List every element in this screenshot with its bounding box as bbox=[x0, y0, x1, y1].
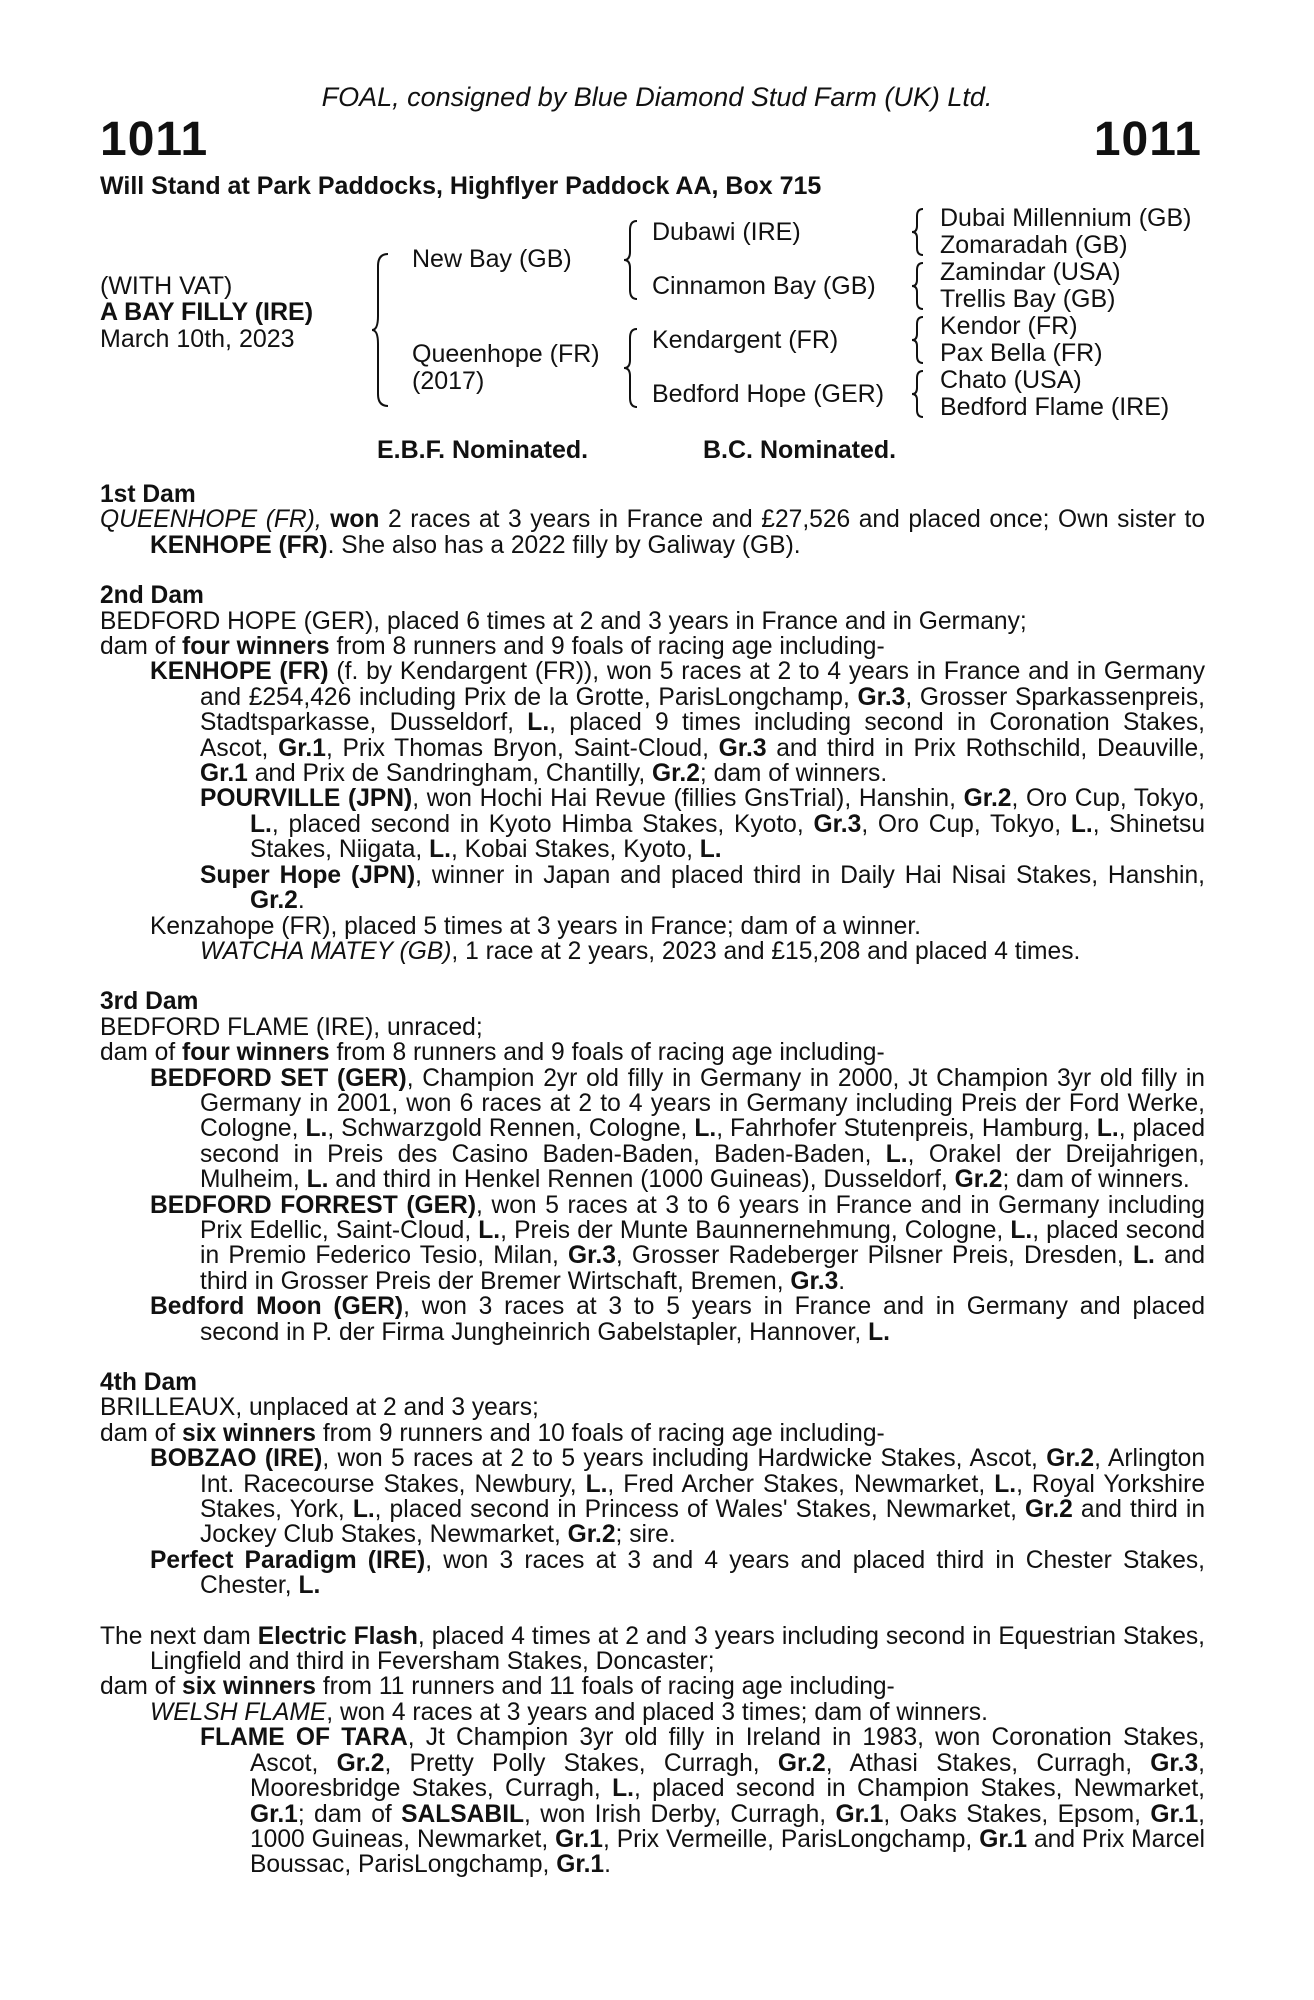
dam4-produce-perfect-paradigm: Perfect Paradigm (IRE), won 3 races at 3 and 4 years and placed third in Chester Stakes, Chester, L. bbox=[150, 1546, 1205, 1600]
dam2-line2: dam of four winners from 8 runners and 9 foals of racing age including- bbox=[100, 633, 885, 661]
dam2-produce-kenhope: KENHOPE (FR) (f. by Kendargent (FR)), won 5 races at 2 to 4 years in France and in Germany and £254,426 including Prix de la Grotte, ParisLongchamp, Gr.3, Grosser Sparkassenpreis, Stadtsparkasse, Dusseldorf, L., placed 9 times including second in Coronation Stakes, Ascot, Gr.1, Prix Thomas Bryon, Saint-Cloud, Gr.3 and third in Prix Rothschild, Deauville, Gr.1 and Prix de Sandringham, Chantilly, Gr.2; dam of winners. bbox=[150, 658, 1206, 788]
stand-location: Will Stand at Park Paddocks, Highflyer Paddock AA, Box 715 bbox=[100, 172, 822, 200]
bc-nomination: B.C. Nominated. bbox=[703, 436, 897, 464]
brace-gen3-2 bbox=[910, 260, 926, 312]
gen3-8: Bedford Flame (IRE) bbox=[940, 393, 1170, 421]
dam-dam: Bedford Hope (GER) bbox=[652, 380, 885, 408]
next-dam-entry: The next dam Electric Flash, placed 4 times at 2 and 3 years including second in Equestrian Stakes, Lingfield and third in Feversham Stakes, Doncaster; bbox=[100, 1622, 1205, 1676]
sire-name: New Bay (GB) bbox=[412, 245, 572, 273]
dam3-produce-bedford-forrest: BEDFORD FORREST (GER), won 5 races at 3 to 6 years in France and in Germany including Prix Edellic, Saint-Cloud, L., Preis der Munte Baunnernehmung, Cologne, L., placed second in Premio Federico Tesio, Milan, Gr.3, Grosser Radeberger Pilsner Preis, Dresden, L. and third in Grosser Preis der Bremer Wirtschaft, Bremen, Gr.3. bbox=[150, 1191, 1206, 1295]
gen3-2: Zomaradah (GB) bbox=[940, 231, 1128, 259]
dam2-grandproduce-watcha: WATCHA MATEY (GB), 1 race at 2 years, 2023 and £15,208 and placed 4 times. bbox=[200, 937, 1081, 965]
dam3-line1: BEDFORD FLAME (IRE), unraced; bbox=[100, 1013, 483, 1041]
dam3-produce-bedford-moon: Bedford Moon (GER), won 3 races at 3 to 5 years in France and in Germany and placed second in P. der Firma Jungheinrich Gabelstapler, Hannover, L. bbox=[150, 1293, 1206, 1346]
next-produce-welsh-flame: WELSH FLAME, won 4 races at 3 years and placed 3 times; dam of winners. bbox=[150, 1698, 988, 1726]
dam2-line1: BEDFORD HOPE (GER), placed 6 times at 2 and 3 years in France and in Germany; bbox=[100, 607, 1027, 635]
dam-sire: Kendargent (FR) bbox=[652, 326, 839, 354]
dam-year: (2017) bbox=[412, 367, 485, 395]
vat-label: (WITH VAT) bbox=[100, 272, 233, 300]
brace-gen3-3 bbox=[910, 314, 926, 366]
brace-gen2-sire bbox=[622, 218, 640, 302]
brace-gen2-dam bbox=[622, 326, 640, 410]
dam4-line2: dam of six winners from 9 runners and 10 foals of racing age including- bbox=[100, 1419, 885, 1447]
consignor-line: FOAL, consigned by Blue Diamond Stud Farm (UK) Ltd. bbox=[321, 82, 993, 112]
gen3-1: Dubai Millennium (GB) bbox=[940, 204, 1192, 232]
lot-number-left: 1011 bbox=[100, 113, 209, 166]
brace-gen1 bbox=[370, 250, 392, 410]
section-title-dam4: 4th Dam bbox=[100, 1369, 198, 1396]
sire-sire: Dubawi (IRE) bbox=[652, 218, 801, 246]
section-title-dam3: 3rd Dam bbox=[100, 988, 199, 1016]
section-title-dam2: 2nd Dam bbox=[100, 582, 204, 610]
dam3-produce-bedford-set: BEDFORD SET (GER), Champion 2yr old filly in Germany in 2000, Jt Champion 3yr old filly in Germany in 2001, won 6 races at 2 to 4 years in Germany including Preis der Ford Werke, Cologne, L., Schwarzgold Rennen, Cologne, L., Fahrhofer Stutenpreis, Hamburg, L., placed second in Preis des Casino Baden-Baden, Baden-Baden, L., Orakel der Dreijahrigen, Mulheim, L. and third in Henkel Rennen (1000 Guineas), Dusseldorf, Gr.2; dam of winners. bbox=[150, 1064, 1206, 1194]
dam4-line1: BRILLEAUX, unplaced at 2 and 3 years; bbox=[100, 1394, 539, 1422]
ebf-nomination: E.B.F. Nominated. bbox=[377, 436, 589, 464]
dam2-grandproduce-superhope: Super Hope (JPN), winner in Japan and placed third in Daily Hai Nisai Stakes, Hanshin, Gr.2. bbox=[200, 861, 1205, 915]
dam2-produce-kenzahope: Kenzahope (FR), placed 5 times at 3 years in France; dam of a winner. bbox=[150, 912, 921, 940]
section-title-dam1: 1st Dam bbox=[100, 481, 196, 508]
lot-number-right: 1011 bbox=[1093, 113, 1202, 166]
lot-horse-name: A BAY FILLY (IRE) bbox=[100, 298, 314, 326]
brace-gen3-4 bbox=[910, 368, 926, 420]
dam1-entry: QUEENHOPE (FR), won 2 races at 3 years in France and £27,526 and placed once; Own sister to KENHOPE (FR). She also has a 2022 filly by Galiway (GB). bbox=[100, 506, 1205, 559]
gen3-7: Chato (USA) bbox=[940, 366, 1082, 394]
dam4-produce-bobzao: BOBZAO (IRE), won 5 races at 2 to 5 years including Hardwicke Stakes, Ascot, Gr.2, Arlington Int. Racecourse Stakes, Newbury, L., Fred Archer Stakes, Newmarket, L., Royal Yorkshire Stakes, York, L., placed second in Princess of Wales' Stakes, Newmarket, Gr.2 and third in Jockey Club Stakes, Newmarket, Gr.2; sire. bbox=[150, 1445, 1206, 1549]
catalogue-body bbox=[100, 482, 1205, 1878]
next-grandproduce-flame-of-tara: FLAME OF TARA, Jt Champion 3yr old filly in Ireland in 1983, won Coronation Stakes, Ascot, Gr.2, Pretty Polly Stakes, Curragh, Gr.2, Athasi Stakes, Curragh, Gr.3, Mooresbridge Stakes, Curragh, L., placed second in Champion Stakes, Newmarket, Gr.1; dam of SALSABIL, won Irish Derby, Curragh, Gr.1, Oaks Stakes, Epsom, Gr.1, 1000 Guineas, Newmarket, Gr.1, Prix Vermeille, ParisLongchamp, Gr.1 and Prix Marcel Boussac, ParisLongchamp, Gr.1. bbox=[200, 1724, 1206, 1879]
gen3-5: Kendor (FR) bbox=[940, 312, 1078, 340]
gen3-3: Zamindar (USA) bbox=[940, 258, 1121, 286]
sire-dam: Cinnamon Bay (GB) bbox=[652, 272, 876, 300]
gen3-4: Trellis Bay (GB) bbox=[940, 285, 1116, 313]
foaling-date: March 10th, 2023 bbox=[100, 325, 295, 353]
brace-gen3-1 bbox=[910, 206, 926, 258]
dam2-grandproduce-pourville: POURVILLE (JPN), won Hochi Hai Revue (fillies GnsTrial), Hanshin, Gr.2, Oro Cup, Tokyo, L., placed second in Kyoto Himba Stakes, Kyoto, Gr.3, Oro Cup, Tokyo, L., Shinetsu Stakes, Niigata, L., Kobai Stakes, Kyoto, L. bbox=[200, 785, 1206, 864]
gen3-6: Pax Bella (FR) bbox=[940, 339, 1103, 367]
next-dam-line2: dam of six winners from 11 runners and 11 foals of racing age including- bbox=[100, 1673, 895, 1701]
dam-name: Queenhope (FR) bbox=[412, 340, 600, 368]
dam3-line2: dam of four winners from 8 runners and 9 foals of racing age including- bbox=[100, 1039, 885, 1067]
